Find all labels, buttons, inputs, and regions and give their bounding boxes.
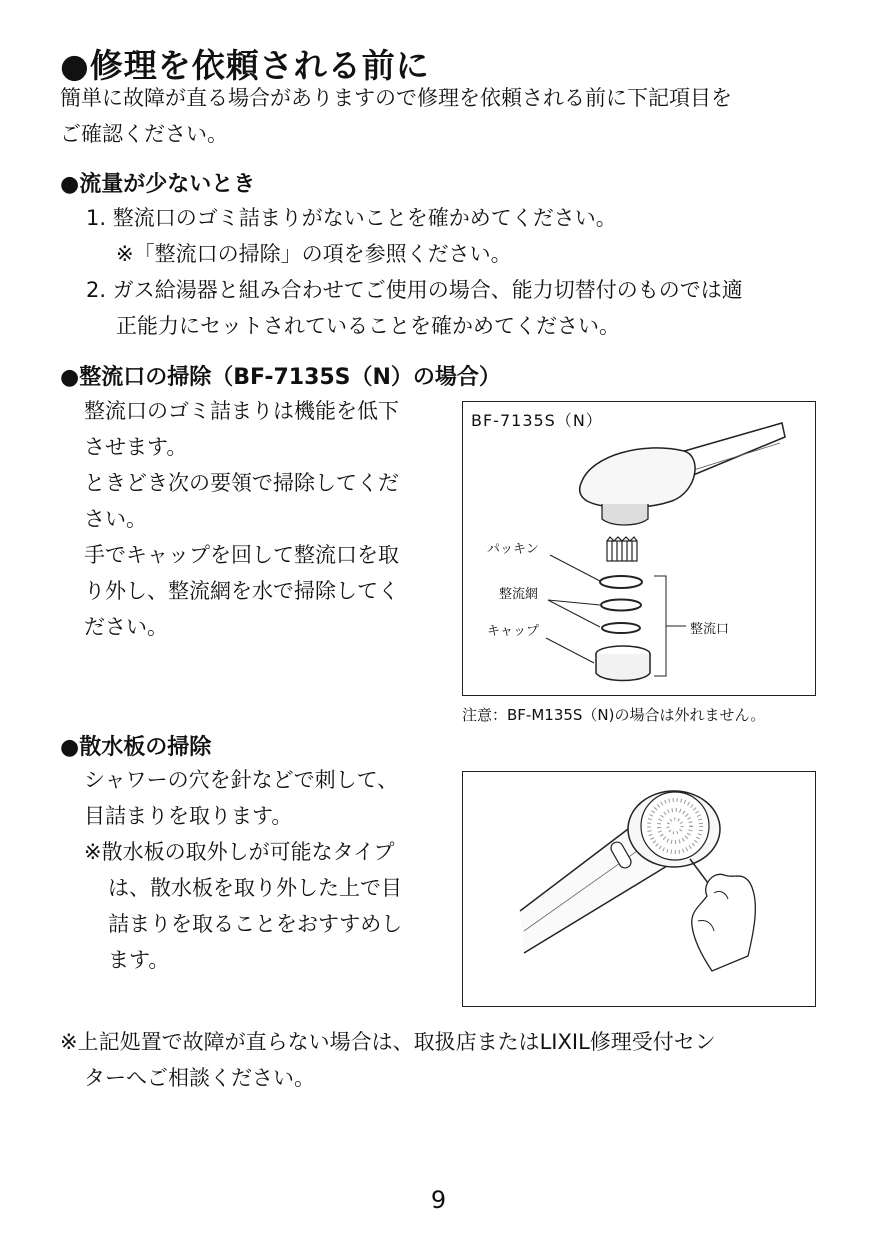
shower-clean-heading: ●散水板の掃除 xyxy=(60,735,212,760)
shower-clean-text xyxy=(84,762,402,978)
cap-clean-heading: ●整流口の掃除（BF-7135S（N）の場合） xyxy=(60,365,501,390)
flow-item: 2. ガス給湯器と組み合わせてご使用の場合、能力切替付のものでは適 xyxy=(86,278,743,302)
page-number: 9 xyxy=(430,1186,447,1214)
cap-clean-line: させます。 xyxy=(84,435,188,459)
cap-clean-line: 整流口のゴミ詰まりは機能を低下 xyxy=(84,399,399,423)
caution-note: 注意：BF-M135S（N)の場合は外れません。 xyxy=(462,706,766,724)
flow-heading: ●流量が少ないとき xyxy=(60,172,256,197)
flow-item-cont: 正能力にセットされていることを確かめてください。 xyxy=(116,314,620,338)
cap-clean-line: り外し、整流網を水で掃除してく xyxy=(84,579,399,603)
footer-note-line: ターへご相談ください。 xyxy=(84,1066,315,1090)
flow-list xyxy=(86,200,743,344)
shower-clean-line: シャワーの穴を針などで刺して、 xyxy=(84,768,399,792)
part-label-assembly: 整流口 xyxy=(690,622,730,637)
cap-clean-line: 手でキャップを回して整流口を取 xyxy=(84,543,399,567)
cap-clean-line: ださい。 xyxy=(84,615,168,639)
shower-clean-note-cont: ます。 xyxy=(108,948,170,972)
shower-clean-line: 目詰まりを取ります。 xyxy=(84,804,293,828)
part-label-mesh: 整流網 xyxy=(499,587,539,602)
intro-line: 簡単に故障が直る場合がありますので修理を依頼される前に下記項目を xyxy=(60,86,732,110)
shower-clean-note-cont: は、散水板を取り外した上で目 xyxy=(108,876,402,900)
intro-line: ご確認ください。 xyxy=(60,122,228,146)
figure-model-label: BF-7135S（N） xyxy=(471,411,603,430)
footer-note-line: ※上記処置で故障が直らない場合は、取扱店またはLIXIL修理受付セン xyxy=(60,1030,716,1054)
flow-item-note: ※「整流口の掃除」の項を参照ください。 xyxy=(116,242,512,266)
cap-clean-line: さい。 xyxy=(84,507,147,531)
cap-clean-line: ときどき次の要領で掃除してくだ xyxy=(84,471,399,495)
part-label-packing: パッキン xyxy=(487,542,539,557)
page-title: ●修理を依頼される前に xyxy=(60,46,430,85)
cap-clean-text xyxy=(84,393,399,645)
footer-note xyxy=(60,1024,716,1096)
shower-head-needle-icon xyxy=(462,771,816,1007)
shower-clean-note-cont: 詰まりを取ることをおすすめし xyxy=(108,912,403,936)
intro-text xyxy=(60,80,732,152)
flow-item: 1. 整流口のゴミ詰まりがないことを確かめてください。 xyxy=(86,206,617,230)
part-label-cap: キャップ xyxy=(487,624,540,639)
shower-clean-note: ※散水板の取外しが可能なタイプ xyxy=(84,840,395,864)
